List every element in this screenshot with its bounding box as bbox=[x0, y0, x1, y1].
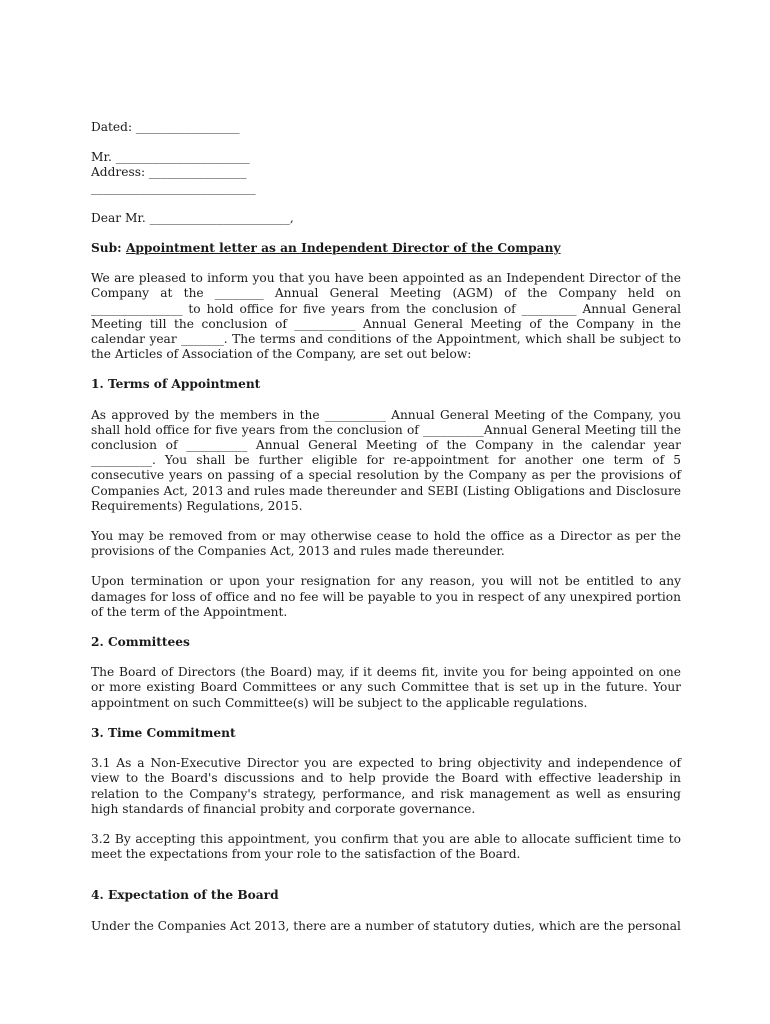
terms-paragraph-3: Upon termination or upon your resignation for any reason, you will not be entitled to any damages for loss of office and no fee will be payable to you in respect of any unexpired portion of the term of the Appointment. bbox=[91, 574, 681, 619]
salutation: Dear Mr. _______________________, bbox=[91, 210, 294, 225]
terms-paragraph-1: As approved by the members in the __________ Annual General Meeting of the Company, you shall hold office for five years from the conclusion of __________Annual General Meeting till the conclusion of __________ Annual General Meeting of the Company in the calendar year __________. You shall be further eligible for re-appointment for another one term of 5 consecutive years on passing of a special resolution by the Company as per the provisions of Companies Act, 2013 and rules made thereunder and SEBI (Listing Obligations and Disclosure Requirements) Regulations, 2015. bbox=[91, 407, 681, 513]
intro-paragraph: We are pleased to inform you that you have been appointed as an Independent Director of the Company at the ________ Annual General Meeting (AGM) of the Company held on _______________ to hold office for five years from the conclusion of _________ Annual General Meeting till the conclusion of __________ Annual General Meeting of the Company in the calendar year _______. The terms and conditions of the Appointment, which shall be subject to the Articles of Association of the Company, are set out below: bbox=[91, 271, 681, 362]
address-continuation-line: ___________________________ bbox=[91, 180, 256, 195]
section-heading-time-commitment: 3. Time Commitment bbox=[91, 725, 236, 740]
expectation-paragraph: Under the Companies Act 2013, there are a number of statutory duties, which are the personal bbox=[91, 918, 681, 933]
section-heading-terms: 1. Terms of Appointment bbox=[91, 377, 261, 392]
subject-text: Appointment letter as an Independent Director of the Company bbox=[125, 241, 561, 256]
address-line: Address: ________________ bbox=[91, 165, 247, 180]
dated-line: Dated: _________________ bbox=[91, 120, 240, 134]
committees-paragraph: The Board of Directors (the Board) may, if it deems fit, invite you for being appointed on one or more existing Board Committees or any such Committee that is set up in the future. Your appointment on such Committee(s) will be subject to the applicable regulations. bbox=[91, 665, 681, 710]
time-commitment-paragraph-3-2: 3.2 By accepting this appointment, you confirm that you are able to allocate sufficient time to meet the expectations from your role to the satisfaction of the Board. bbox=[91, 831, 681, 862]
section-heading-committees: 2. Committees bbox=[91, 635, 190, 650]
recipient-name-line: Mr. ______________________ bbox=[91, 150, 250, 165]
terms-paragraph-2: You may be removed from or may otherwise cease to hold the office as a Director as per the provisions of the Companies Act, 2013 and rules made thereunder. bbox=[91, 529, 681, 559]
time-commitment-paragraph-3-1: 3.1 As a Non-Executive Director you are expected to bring objectivity and independence of view to the Board's discussions and to help provide the Board with effective leadership in relation to the Company's strategy, performance, and risk management as well as ensuring high standards of financial probity and corporate governance. bbox=[91, 756, 681, 816]
section-heading-expectation: 4. Expectation of the Board bbox=[91, 888, 279, 903]
subject-line bbox=[91, 241, 681, 256]
letter-body bbox=[91, 120, 681, 934]
subject-label: Sub: bbox=[91, 241, 126, 256]
